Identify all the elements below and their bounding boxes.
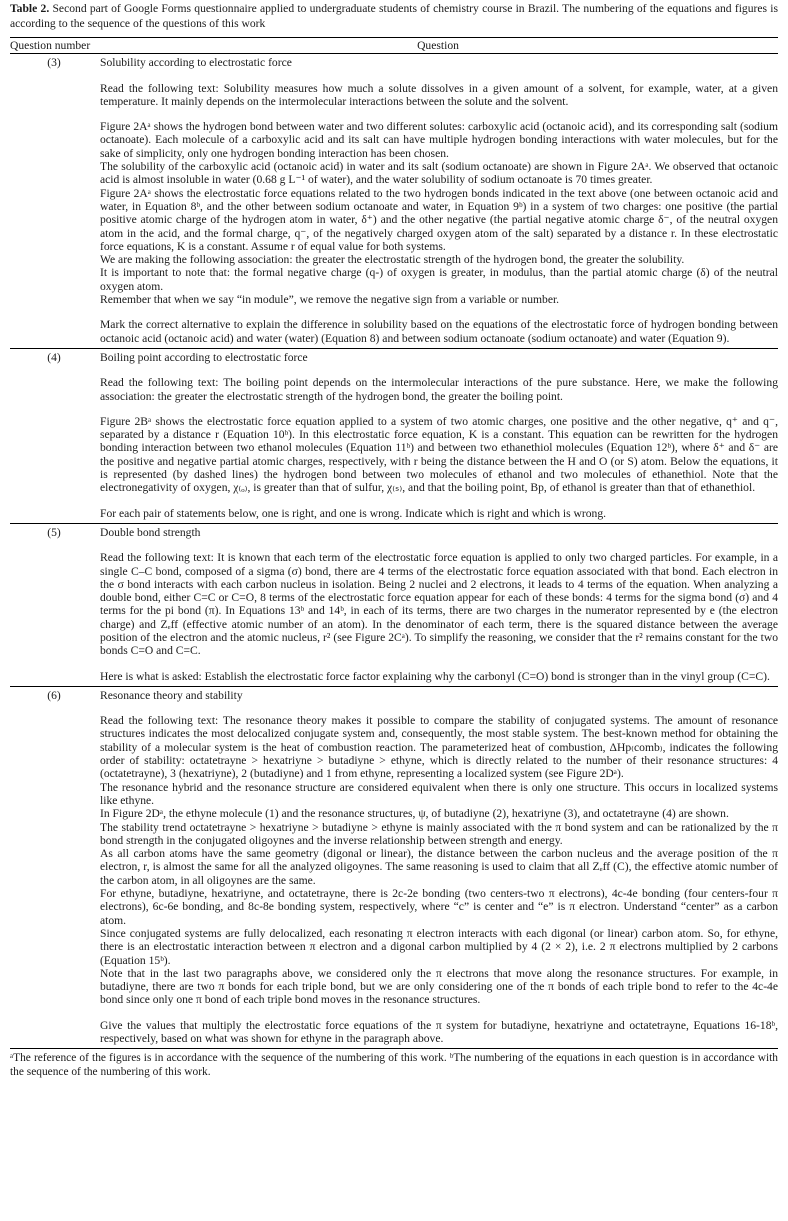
paragraph-gap [100,403,778,415]
question-paragraph: It is important to note that: the formal negative charge (q-) of oxygen is greater, in modulus, than the partial atomic charge (δ) of the neutral oxygen atom. [100,266,778,293]
paragraph-gap [100,108,778,120]
paragraph-gap [100,306,778,318]
question-paragraph: The stability trend octatetrayne > hexatriyne > butadiyne > ethyne is mainly associated with the π bond system and can be rationalized by the π bond strength in the conjugated oligoynes and the inverse relationship between strength and energy. [100,820,778,847]
question-body [98,348,778,523]
page [0,2,788,1079]
question-paragraph: Mark the correct alternative to explain the difference in solubility based on the equations of the electrostatic force of hydrogen bonding between octanoic acid (octanoic acid) and water (water) (Equation 8) and between sodium octanoate (sodium octanoate) and water (Equation 9). [100,318,778,345]
table-footnote: ᵃThe reference of the figures is in accordance with the sequence of the numbering of this work. ᵇThe numbering of the equations in each question is in accordance with the sequence of the numbering of this work. [10,1052,778,1079]
question-paragraph: Note that in the last two paragraphs above, we considered only the π electrons that move along the resonance structures. For example, in butadiyne, there are two π bonds for each triple bond, but we are only considering one of the π bonds of each triple bond to refer to the 4c-4e bond since only one π bond of each triple bond moves in the resonance structures. [100,966,778,1007]
table-body [10,54,778,1049]
question-number: (4) [47,350,61,364]
header-question-number: Question number [10,38,98,54]
question-paragraph: In Figure 2Dᵃ, the ethyne molecule (1) and the resonance structures, ψ, of butadiyne (2), hexatriyne (3), and octatetrayne (4) are shown. [100,807,729,821]
question-paragraph: As all carbon atoms have the same geometry (digonal or linear), the distance between the carbon nucleus and the average position of the π electron, r, is almost the same for all the analyzed oligoynes. The same reasoning is used to claim that all Zₑff (C), the effective atomic number of the carbon atom, in all oligoynes are the same. [100,847,778,887]
table-row [10,54,778,349]
question-paragraph: Figure 2Bᵃ shows the electrostatic force equation applied to a system of two atomic charges, one positive and the other negative, q⁺ and q⁻, separated by a distance r (Equation 10ᵇ). In this electrostatic force equation, K is a constant. This equation can be rewritten for the hydrogen bonding interaction between two ethanol molecules (Equation 11ᵇ) and between two ethanethiol molecules (Equation 12ᵇ), where δ⁺ and δ⁻ are the positive and negative partial atomic charges, respectively, with r being the distance between the H and O (or S) atom. Below the equations, it is represented (by dashed lines) the hydrogen bond between two molecules of ethanol and two molecules of ethanethiol. Note that the electronegativity of oxygen, χ₍ₒ₎, is greater than that of sulfur, χ₍ₛ₎, and that the boiling point, Bp, of ethanol is greater than that of ethanethiol. [100,414,778,495]
paragraph-gap [100,658,778,670]
question-paragraph: Since conjugated systems are fully delocalized, each resonating π electron interacts with each digonal (or linear) carbon atom. So, for ethyne, there is an electrostatic interaction between π electron and a digonal carbon multiplied by 4 (2 × 2), i.e. 2 π electrons multiplied by 2 carbons (Equation 15ᵇ). [100,926,778,967]
table-row [10,686,778,1048]
paragraph-gap [100,1007,778,1019]
question-title: Resonance theory and stability [100,688,243,702]
question-paragraph: The resonance hybrid and the resonance structure are considered equivalent when there is only one structure. This occurs in localized systems like ethyne. [100,780,778,807]
question-paragraph: Figure 2Aᵃ shows the hydrogen bond between water and two different solutes: carboxylic acid (octanoic acid), and its corresponding salt (sodium octanoate). Each molecule of a carboxylic acid and its salt can have multiple hydrogen bonding interactions with water molecules, but for the sake of simplicity, only one hydrogen bonding interaction has been chosen. [100,120,778,160]
question-number: (3) [47,56,61,70]
question-title: Boiling point according to electrostatic force [100,350,308,364]
question-body [98,686,778,1048]
question-paragraph: Read the following text: It is known that each term of the electrostatic force equation is applied to only two charged particles. For example, in a single C–C bond, composed of a sigma (σ) bond, there are 4 terms of the electrostatic force equation associated with that bond. Each electron in the σ bond interacts with each carbon nucleus in isolation. Being 2 nuclei and 2 electrons, it leads to 4 terms of the equation. When analyzing a double bond, either C=C or C=O, 8 terms of the electrostatic force equation appear for each of these bonds: 4 terms for the sigma bond (σ) and 4 terms for the pi bond (π). In Equations 13ᵇ and 14ᵇ, in each of its terms, there are two charges in the numerator represented by e (the electron charge) and Zₑff (effective atomic number of an atom). In the denominator of each term, there is the squared distance between the average position of the electron and the atomic nucleus, r² (see Figure 2Cᵃ). To simplify the reasoning, we consider that the r² remains constant for the two bonds C=O and C=C. [100,551,778,658]
question-number: (6) [47,688,61,702]
question-paragraph: For ethyne, butadiyne, hexatriyne, and octatetrayne, there is 2c-2e bonding (two centers-two π electrons), 4c-4e bonding (four centers-four π electrons), 6c-6e bonding, and 8c-8e bonding system, respectively, where “c” is center and “e” is π electron. Understand “center” as a carbon atom. [100,887,778,927]
caption-text: Second part of Google Forms questionnaire applied to undergraduate students of chemistry course in Brazil. The numbering of the equations and figures is according to the sequence of the questions of this work [10,2,779,30]
question-title: Double bond strength [100,525,201,539]
question-paragraph: Read the following text: The boiling point depends on the intermolecular interactions of the pure substance. Here, we make the following association: the greater the electrostatic strength of the hydrogen bond, the greater the boiling point. [100,376,778,403]
paragraph-gap [100,495,778,507]
questionnaire-table [10,37,778,1049]
question-body [98,523,778,686]
question-paragraph: Here is what is asked: Establish the electrostatic force factor explaining why the carbonyl (C=O) bond is stronger than in the vinyl group (C=C). [100,669,770,683]
question-paragraph: Give the values that multiply the electrostatic force equations of the π system for butadiyne, hexatriyne and octatetrayne, Equations 16-18ᵇ, respectively, based on what was shown for ethyne in the paragraph above. [100,1018,778,1045]
header-question: Question [98,38,778,54]
question-number: (5) [47,525,61,539]
question-paragraph: Figure 2Aᵃ shows the electrostatic force equations related to the two hydrogen bonds indicated in the text above (one between octanoic acid and water, in Equation 8ᵇ, and the other between sodium octanoate and water, in Equation 9ᵇ) in a system of two charges: one positive (the partial positive atomic charge of the hydrogen atom in water, δ⁺) and the other negative (the partial negative atomic charge δ⁻, of the neutral oxygen atom in the acid, and the formal charge, q⁻, of the negatively charged oxygen atom of the salt) separated by a distance r. In these electrostatic force equations, K is a constant. Assume r of equal value for both systems. [100,186,778,253]
question-paragraph: The solubility of the carboxylic acid (octanoic acid) in water and its salt (sodium octanoate) are shown in Figure 2Aᵃ. We observed that octanoic acid is almost insoluble in water (0.68 g L⁻¹ of water), and the water solubility of sodium octanoate is 70 times greater. [100,160,778,187]
question-paragraph: Remember that when we say “in module”, we remove the negative sign from a variable or number. [100,293,560,307]
question-title: Solubility according to electrostatic force [100,56,292,70]
question-paragraph: Read the following text: Solubility measures how much a solute dissolves in a given amount of a solvent, for example, water, at a given temperature. It mainly depends on the intermolecular interactions between the solute and the solvent. [100,81,778,108]
question-paragraph: For each pair of statements below, one is right, and one is wrong. Indicate which is right and which is wrong. [100,506,607,520]
table-caption [10,2,778,31]
table-row [10,348,778,523]
question-paragraph: We are making the following association: the greater the electrostatic strength of the hydrogen bond, the greater the solubility. [100,253,685,267]
caption-label: Table 2. [10,2,50,15]
question-body [98,54,778,349]
question-paragraph: Read the following text: The resonance theory makes it possible to compare the stability of conjugated systems. The amount of resonance structures indicates the most delocalized conjugate system and, consequently, the most stable system. The best-known method for obtaining the stability of a molecular system is the heat of combustion reaction. The parameterized heat of combustion, ΔHp₍comb₎, indicates the following order of stability: octatetrayne > hexatriyne > butadiyne > ethyne, which is directly related to the number of their resonance structures: 4 (octatetrayne), 3 (hexatriyne), 2 (butadiyne) and 1 from ethyne, representing a localized system (see Figure 2Dᵃ). [100,714,778,781]
table-row [10,523,778,686]
